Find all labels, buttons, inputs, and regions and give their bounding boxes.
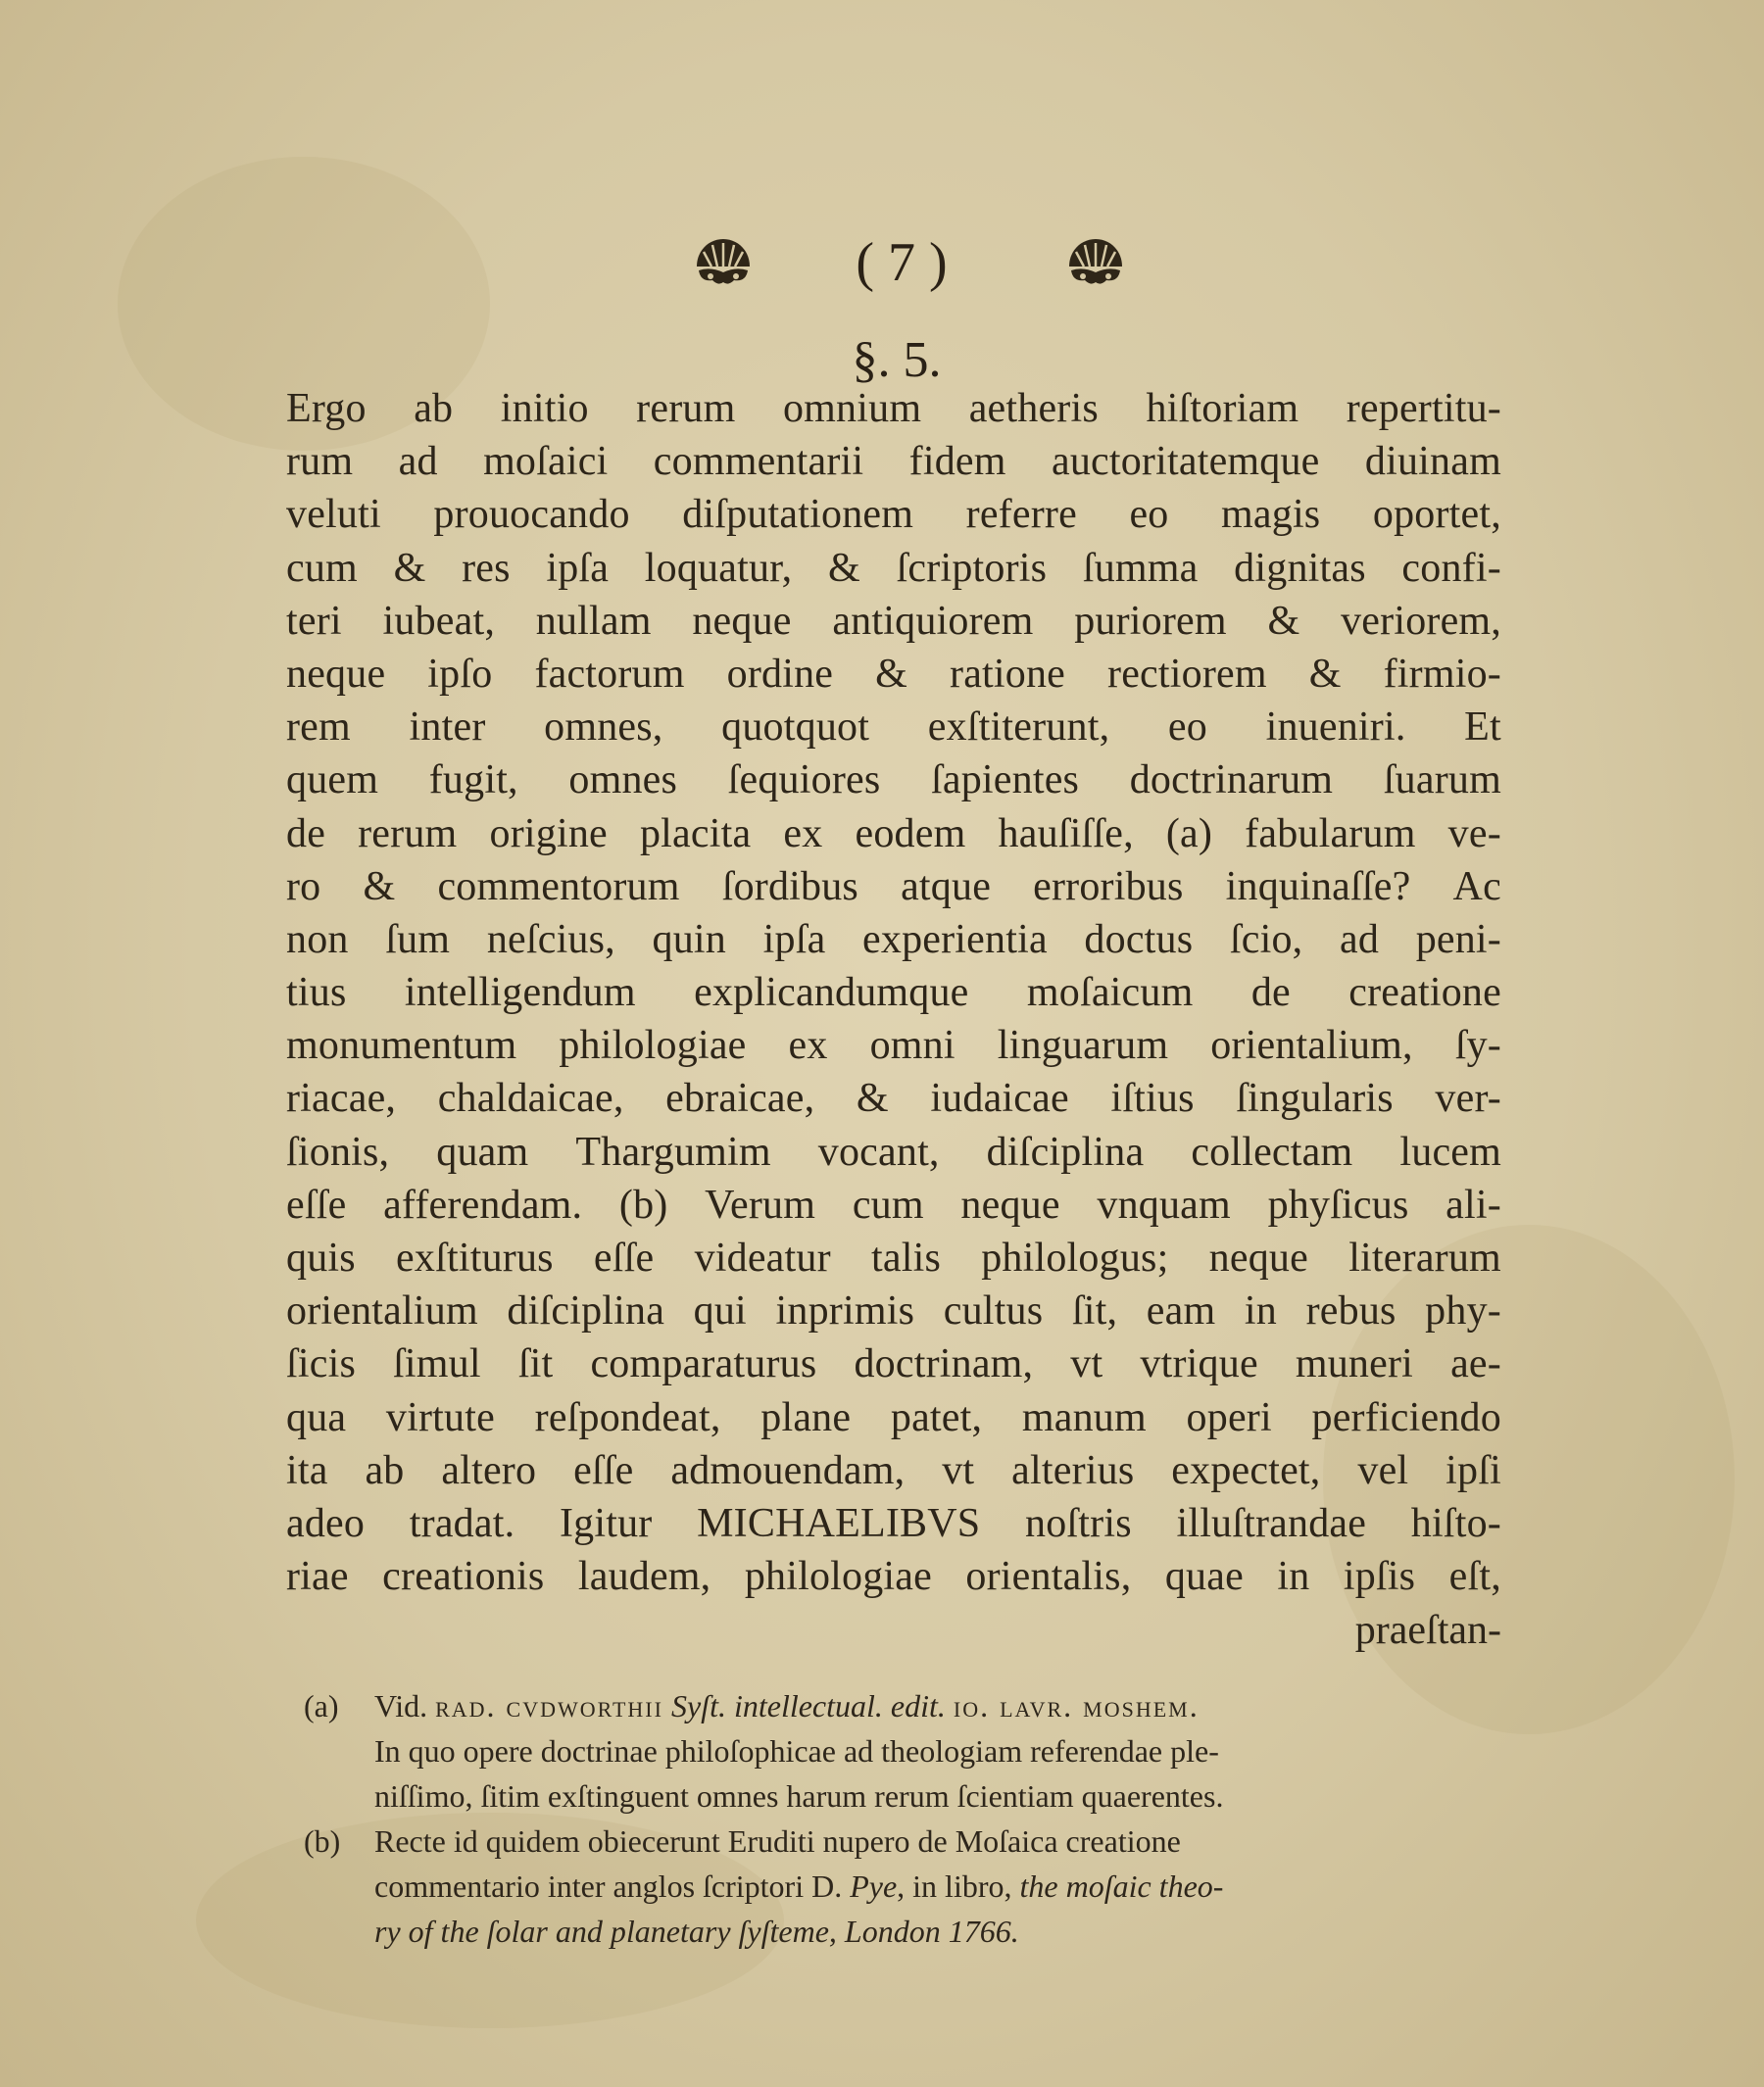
footnote-a-label: (a) [304,1688,339,1723]
footnote-b-line [304,1819,1504,1864]
footnote-title: ry of the ſolar and planetary ſyſteme [374,1914,829,1949]
footnote-a-line [304,1683,1504,1728]
footnote-b-line [304,1864,1504,1909]
shell-ornament-icon [691,233,756,288]
text-line: monumentum philologiae ex omni linguarum orientalium, ſy- [286,1023,1501,1069]
text-line: tius intelligendum explicandumque moſaicum de creatione [286,970,1501,1016]
catchword: praeſtan- [1354,1608,1501,1653]
text-line: Ergo ab initio rerum omnium aetheris hiſtoriam repertitu- [286,386,1501,431]
footnote-divider [286,1666,1501,1667]
body-text [286,382,1501,1603]
text-line: neque ipſo factorum ordine & ratione rectiorem & firmio- [286,651,1501,697]
text-line: ro & commentorum ſordibus atque erroribus inquinaſſe? Ac [286,863,1501,909]
text-line: de rerum origine placita ex eodem hauſiſſe, (a) fabularum ve- [286,810,1501,856]
footnotes [304,1683,1504,1954]
text-line: rem inter omnes, quotquot exſtiterunt, eo inueniri. Et [286,704,1501,751]
text-line: riae creationis laudem, philologiae orientalis, quae in ipſis eſt, [286,1554,1501,1600]
text-line: quis exſtiturus eſſe videatur talis philologus; neque literarum [286,1236,1501,1281]
text-line: teri iubeat, nullam neque antiquiorem puriorem & veriorem, [286,598,1501,644]
footnote-a-line: niſſimo, ſitim exſtinguent omnes harum rerum ſcientiam quaerentes. [374,1778,1224,1814]
text-line: non ſum neſcius, quin ipſa experientia doctus ſcio, ad peni- [286,916,1501,962]
text-line: qua virtute reſpondeat, plane patet, manum operi perficiendo [286,1394,1501,1440]
text-line: riacae, chaldaicae, ebraicae, & iudaicae iſtius ſingularis ver- [286,1076,1501,1122]
text-line: rum ad moſaici commentarii fidem auctoritatemque diuinam [286,439,1501,485]
footnote-title: Syſt. intellectual. edit. [670,1688,946,1723]
footnote-text: , in libro, [897,1869,1012,1904]
text-line: orientalium diſciplina qui inprimis cultus ſit, eam in rebus phy- [286,1288,1501,1335]
text-line: adeo tradat. Igitur MICHAELIBVS noſtris illuſtrandae hiſto- [286,1500,1501,1546]
text-line: ſionis, quam Thargumim vocant, diſciplina collectam lucem [286,1129,1501,1175]
footnote-author: Pye [850,1869,898,1904]
text-line: eſſe afferendam. (b) Verum cum neque vnquam phyſicus ali- [286,1182,1501,1228]
footnote-text: commentario inter anglos ſcriptori D. [374,1869,843,1904]
shell-ornament-icon [1063,233,1128,288]
page-header [0,233,1764,302]
page-number: ( 7 ) [856,232,948,293]
footnote-text: Recte id quidem obiecerunt Eruditi nupero de Moſaica creatione [374,1823,1181,1859]
footnote-title: the moſaic theo- [1019,1869,1224,1904]
footnote-b-line [304,1909,1504,1954]
section-heading: §. 5. [852,332,942,388]
text-line: ſicis ſimul ſit comparaturus doctrinam, vt vtrique muneri ae- [286,1341,1501,1387]
footnote-b-label: (b) [304,1823,341,1859]
footnote-editor: io. lavr. moshem. [953,1688,1200,1723]
text-line: cum & res ipſa loquatur, & ſcriptoris ſumma dignitas confi- [286,545,1501,591]
text-line: ita ab altero eſſe admouendam, vt alterius expectet, vel ipſi [286,1447,1501,1493]
footnote-text: , London 1766. [828,1914,1019,1949]
footnote-author: rad. cvdworthii [435,1688,663,1723]
text-line: veluti prouocando diſputationem referre eo magis oportet, [286,492,1501,538]
footnote-a-line: In quo opere doctrinae philoſophicae ad theologiam referendae ple- [374,1733,1219,1769]
text-line: quem fugit, omnes ſequiores ſapientes doctrinarum ſuarum [286,757,1501,803]
footnote-text: Vid. [374,1688,428,1723]
